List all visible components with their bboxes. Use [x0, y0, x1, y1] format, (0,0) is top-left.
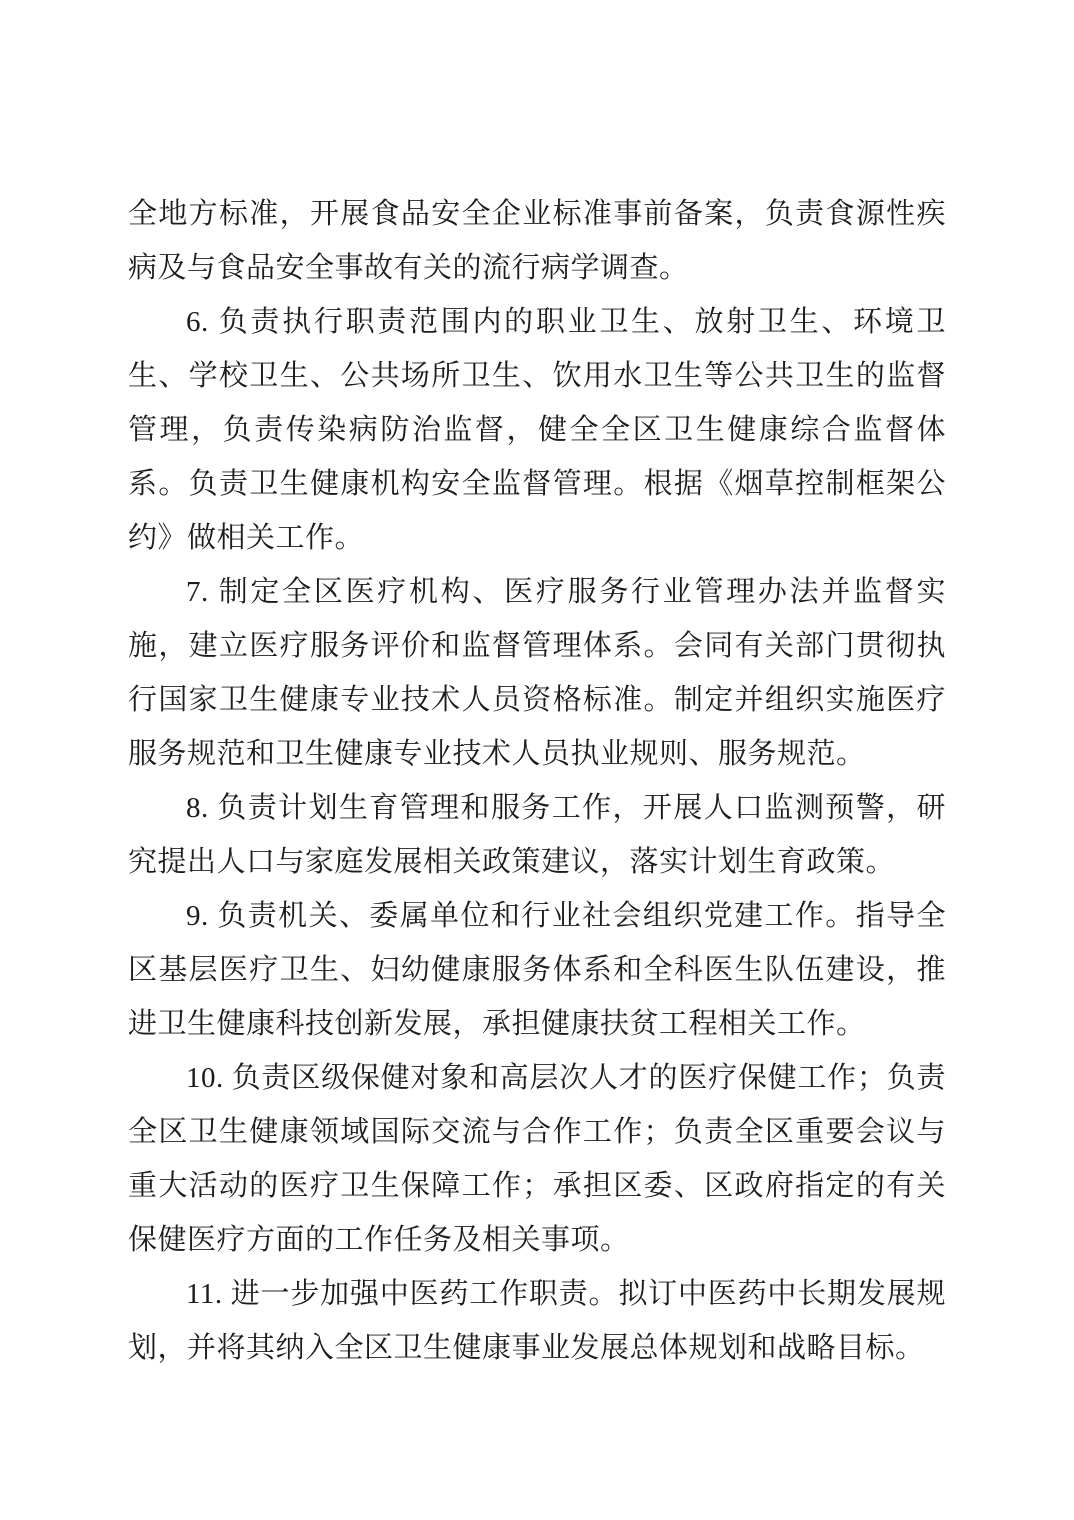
paragraph-item-6: 6. 负责执行职责范围内的职业卫生、放射卫生、环境卫生、学校卫生、公共场所卫生、饮用水卫生等公共卫生的监督管理，负责传染病防治监督，健全全区卫生健康综合监督体系。负责卫生健康机构安全监督管理。根据《烟草控制框架公约》做相关工作。: [128, 306, 946, 554]
paragraph-item-9: 9. 负责机关、委属单位和行业社会组织党建工作。指导全区基层医疗卫生、妇幼健康服务体系和全科医生队伍建设，推进卫生健康科技创新发展，承担健康扶贫工程相关工作。: [128, 900, 946, 1040]
paragraph-item-7: 7. 制定全区医疗机构、医疗服务行业管理办法并监督实施，建立医疗服务评价和监督管理体系。会同有关部门贯彻执行国家卫生健康专业技术人员资格标准。制定并组织实施医疗服务规范和卫生健康专业技术人员执业规则、服务规范。: [128, 576, 946, 770]
paragraph-item-10: 10. 负责区级保健对象和高层次人才的医疗保健工作；负责全区卫生健康领域国际交流与合作工作；负责全区重要会议与重大活动的医疗卫生保障工作；承担区委、区政府指定的有关保健医疗方面的工作任务及相关事项。: [128, 1062, 946, 1256]
paragraph-continuation: 全地方标准，开展食品安全企业标准事前备案，负责食源性疾病及与食品安全事故有关的流行病学调查。: [128, 198, 946, 284]
paragraph-item-8: 8. 负责计划生育管理和服务工作，开展人口监测预警，研究提出人口与家庭发展相关政策建议，落实计划生育政策。: [128, 792, 946, 878]
document-body: [128, 187, 946, 1375]
paragraph-item-11: 11. 进一步加强中医药工作职责。拟订中医药中长期发展规划，并将其纳入全区卫生健康事业发展总体规划和战略目标。: [128, 1278, 946, 1364]
